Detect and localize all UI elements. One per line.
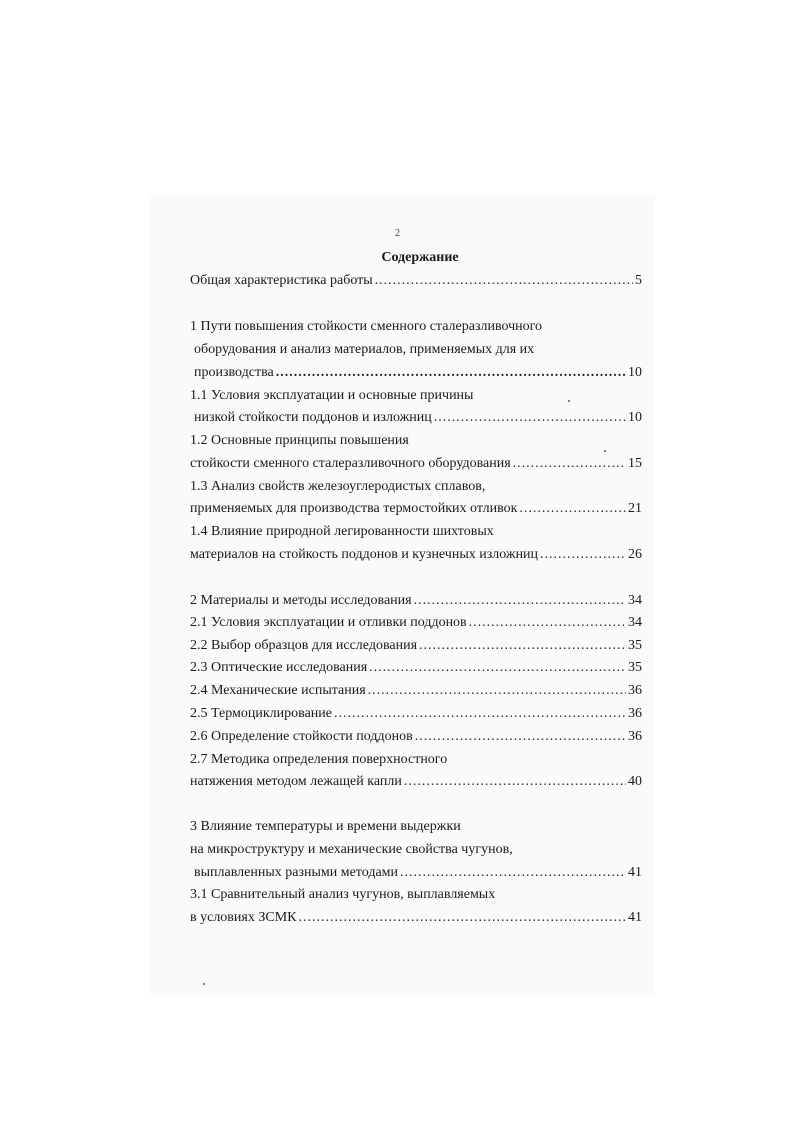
- toc-entry: 1.3 Анализ свойств железоуглеродистых сплавов,: [190, 479, 486, 494]
- toc-entry: материалов на стойкость поддонов и кузнечных изложниц ..... 26: [190, 546, 642, 564]
- toc-entry: натяжения методом лежащей капли ..... 40: [190, 773, 642, 791]
- toc-entry: 2.2 Выбор образцов для исследования ..... 35: [190, 637, 642, 655]
- toc-entry: 1 Пути повышения стойкости сменного сталеразливочного: [190, 319, 543, 334]
- scan-speck: [604, 450, 606, 452]
- toc-entry: 2.3 Оптические исследования ..... 35: [190, 659, 642, 677]
- toc-entry: 3.1 Сравнительный анализ чугунов, выплавляемых: [190, 887, 496, 902]
- page-number: 2: [395, 228, 400, 239]
- toc-entry: в условиях ЗСМК ..... 41: [190, 909, 642, 927]
- toc-entry: 1.4 Влияние природной легированности шихтовых: [190, 524, 494, 539]
- toc-entry: 2.6 Определение стойкости поддонов ..... 36: [190, 728, 642, 746]
- toc-entry: 2.1 Условия эксплуатации и отливки поддонов ..... 34: [190, 614, 642, 632]
- toc-entry: оборудования и анализ материалов, применяемых для их: [194, 342, 535, 357]
- toc-entry: Общая характеристика работы ..... 5: [190, 272, 642, 290]
- toc-entry: производства ..... 10: [190, 364, 642, 382]
- toc-entry: на микроструктуру и механические свойства чугунов,: [190, 842, 513, 857]
- toc-entry: низкой стойкости поддонов и изложниц ..... 10: [190, 409, 642, 427]
- scan-speck: [568, 400, 570, 402]
- toc-entry: 2.7 Методика определения поверхностного: [190, 752, 448, 767]
- toc-title: Содержание: [381, 250, 459, 265]
- toc-entry: 2.5 Термоциклирование ..... 36: [190, 705, 642, 723]
- toc-entry: стойкости сменного сталеразливочного оборудования ..... 15: [190, 455, 642, 473]
- toc-entry: 1.2 Основные принципы повышения: [190, 433, 409, 448]
- toc-entry: 1.1 Условия эксплуатации и основные причины: [190, 388, 474, 403]
- toc-entry: 2.4 Механические испытания ..... 36: [190, 682, 642, 700]
- toc-entry: выплавленных разными методами ..... 41: [190, 864, 642, 882]
- toc-entry: 3 Влияние температуры и времени выдержки: [190, 819, 461, 834]
- toc-entry: применяемых для производства термостойких отливок ..... 21: [190, 500, 642, 518]
- scan-speck: [203, 983, 205, 985]
- toc-entry: 2 Материалы и методы исследования ..... 34: [190, 592, 642, 610]
